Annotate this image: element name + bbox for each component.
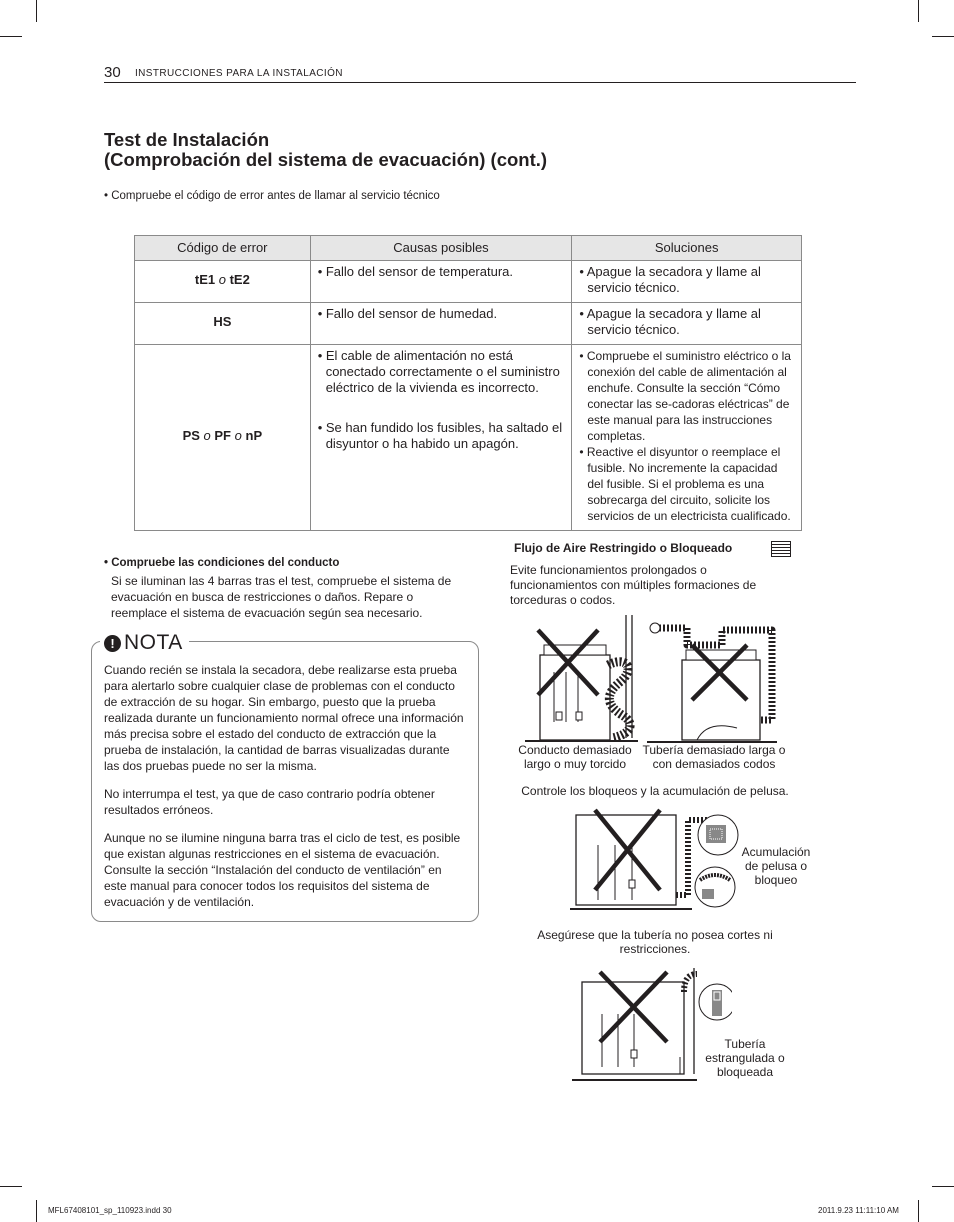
lint-buildup-label: Acumulación de pelusa o bloqueo — [741, 845, 811, 887]
caption-long-duct: Conducto demasiado largo o muy torcido — [518, 743, 632, 771]
error-code-cell — [135, 261, 311, 303]
long-duct-illustration — [520, 610, 642, 745]
column-header: Código de error — [135, 236, 311, 261]
title-line-1: Test de Instalación — [104, 129, 270, 150]
cause-text: • El cable de alimentación no está conectado correctamente o el suministro eléctrico de la vivienda es incorrecto. — [317, 348, 560, 395]
solution-text: • Compruebe el suministro eléctrico o la conexión del cable de alimentación al enchufe. Consulte la sección “Cómo conectar las se-cadoras eléctricas” de este manual para las instrucciones completas. — [579, 349, 791, 443]
lint-check-text: Controle los bloqueos y la acumulación de pelusa. — [521, 784, 789, 798]
error-code: PS — [182, 428, 200, 443]
error-code: HS — [213, 314, 232, 329]
cause-text: • Fallo del sensor de temperatura. — [317, 264, 514, 279]
crop-mark — [918, 0, 919, 22]
crushed-pipe-label: Tubería estrangulada o bloqueada — [705, 1037, 785, 1079]
cause-cell — [310, 345, 572, 531]
table-row — [135, 261, 802, 303]
solution-text: • Apague la secadora y llame al servicio técnico. — [579, 264, 761, 295]
crop-mark — [918, 1200, 919, 1222]
elbows-illustration — [647, 620, 782, 745]
conduct-check-heading: • Compruebe las condiciones del conducto — [104, 557, 340, 569]
note-heading — [100, 631, 189, 655]
error-code-cell — [135, 303, 311, 345]
exclamation-icon: ! — [104, 635, 121, 652]
title-line-2: (Comprobación del sistema de evacuación) (cont.) — [104, 149, 548, 170]
crop-mark — [36, 1200, 37, 1222]
crop-mark — [0, 1186, 22, 1187]
table-header-row — [135, 236, 802, 261]
crop-mark — [932, 1186, 954, 1187]
error-code: PF — [214, 428, 232, 443]
section-label: INSTRUCCIONES PARA LA INSTALACIÓN — [135, 68, 343, 79]
note-paragraph: Cuando recién se instala la secadora, debe realizarse esta prueba para alertarlo sobre cualquier clase de problemas con el conducto de extracción de su hogar. Sin embargo, puesto que la prueba realizada durante un funcionamiento normal ofrece una información más precisa sobre el estado del conducto de extracción que la prueba de instalación, la cantidad de barras visualizadas durante las dos pruebas puede no ser la misma. — [104, 663, 464, 773]
airflow-title: Flujo de Aire Restringido o Bloqueado — [514, 541, 733, 555]
page-number: 30 — [104, 64, 121, 81]
crop-mark — [36, 0, 37, 22]
table-row — [135, 303, 802, 345]
ensure-pipe-text: Asegúrese que la tubería no posea cortes ni restricciones. — [537, 928, 773, 956]
caption-elbows: Tubería demasiado larga o con demasiados codos — [642, 743, 786, 771]
solution-cell — [572, 303, 802, 345]
footer-timestamp: 2011.9.23 11:11:10 AM — [818, 1206, 899, 1215]
error-code: tE1 — [194, 272, 216, 287]
error-code: tE2 — [229, 272, 250, 287]
cause-cell — [310, 303, 572, 345]
column-header: Causas posibles — [310, 236, 572, 261]
error-code: nP — [245, 428, 263, 443]
cause-text: • Fallo del sensor de humedad. — [317, 306, 498, 321]
vent-icon — [771, 541, 791, 557]
intro-text: • Compruebe el código de error antes de llamar al servicio técnico — [104, 190, 440, 202]
solution-cell — [572, 345, 802, 531]
header-rule — [104, 82, 856, 83]
airflow-description: Evite funcionamientos prolongados o funcionamientos con múltiples formaciones de torceduras o codos. — [510, 563, 757, 607]
note-label: NOTA — [124, 631, 183, 654]
table-row — [135, 345, 802, 531]
note-paragraph: No interrumpa el test, ya que de caso contrario podría obtener resultados erróneos. — [104, 787, 435, 817]
page-title — [104, 130, 547, 170]
footer-file-info: MFL67408101_sp_110923.indd 30 — [48, 1206, 172, 1215]
solution-cell — [572, 261, 802, 303]
error-code-cell — [135, 345, 311, 531]
code-separator: o — [234, 428, 242, 443]
note-paragraph: Aunque no se ilumine ninguna barra tras el ciclo de test, es posible que existan algunas restricciones en el sistema de evacuación. Consulte la sección “Instalación del conducto de ventilación” en este manual para conocer todos los requisitos del sistema de evacuación y de ventilación. — [104, 831, 461, 909]
code-separator: o — [203, 428, 211, 443]
crop-mark — [0, 36, 22, 37]
conduct-check-body: Si se iluminan las 4 barras tras el test, compruebe el sistema de evacuación en busca de restricciones o daños. Repare o reemplace el sistema de evacuación según sea necesario. — [111, 574, 452, 620]
lint-buildup-illustration — [570, 805, 742, 915]
solution-text: • Apague la secadora y llame al servicio técnico. — [579, 306, 761, 337]
column-header: Soluciones — [572, 236, 802, 261]
solution-text: • Reactive el disyuntor o reemplace el fusible. No incremente la capacidad del fusible. Si el problema es una sobrecarga del circuito, solicite los servicios de un electricista cualificado. — [579, 445, 791, 523]
cause-text: • Se han fundido los fusibles, ha saltado el disyuntor o ha habido un apagón. — [317, 420, 563, 451]
code-separator: o — [218, 272, 226, 287]
crop-mark — [932, 36, 954, 37]
error-code-table — [134, 235, 802, 531]
cause-cell — [310, 261, 572, 303]
